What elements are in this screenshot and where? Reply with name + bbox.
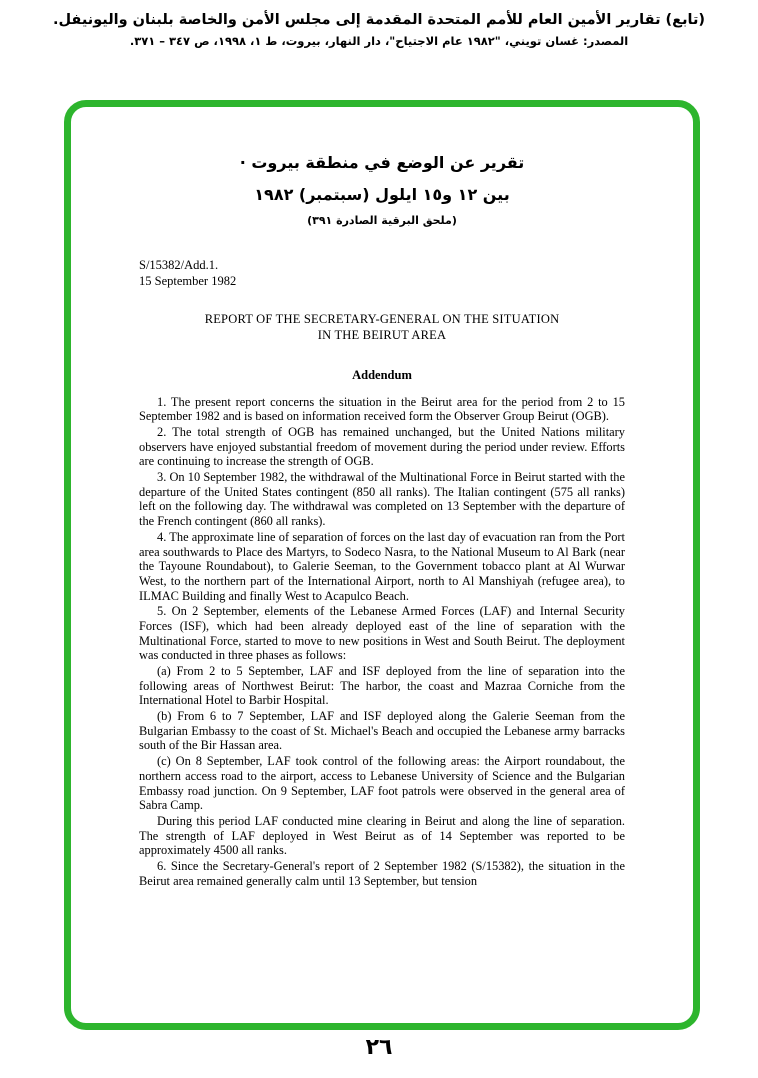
arabic-title-line3: (ملحق البرقية الصادرة ٣٩١) [307,214,457,227]
arabic-document-title [139,147,625,232]
document-reference-block [139,258,625,289]
paragraph: 5. On 2 September, elements of the Lebanese Armed Forces (LAF) and Internal Security Forces (ISF), which had been already deployed east of the line of separation with the Multinational Force, started to move to new positions in West and South Beirut. The deployment was conducted in three phases as follows: [139,604,625,663]
paragraph: During this period LAF conducted mine clearing in Beirut and along the line of separation. The strength of LAF deployed in West Beirut as of 14 September was reported to be approximately 4500 all ranks. [139,813,625,858]
paragraph: 3. On 10 September 1982, the withdrawal of the Multinational Force in Beirut started with the departure of the United States contingent (850 all ranks). The Italian contingent (575 all ranks) left on the following day. The withdrawal was completed on 13 September with the departure of the French contingent (860 all ranks). [139,470,625,529]
paragraph: 4. The approximate line of separation of forces on the last day of evacuation ran from the Port area southwards to Place des Martyrs, to Sodeco Nasra, to the National Museum to Al Bark (near the Tayoune Roundabout), to Galerie Seeman, to the Government tobacco plant at Al Wurwar West, to the northern part of the International Airport, north to Al Manshiyah (refugee area), to ILMAC Building and finally West to Acapulco Beach. [139,529,625,603]
arabic-title-line1: تقرير عن الوضع في منطقة بيروت · [239,153,525,172]
english-document-title [139,311,625,344]
header-arabic-caption: (تابع) تقارير الأمين العام للأمم المتحدة المقدمة إلى مجلس الأمن والخاصة بلبنان واليونيفل. [52,12,706,28]
document-symbol: S/15382/Add.1. [139,257,219,272]
arabic-title-line2: بين ١٢ و١٥ ايلول (سبتمبر) ١٩٨٢ [254,185,510,204]
english-title-line1: REPORT OF THE SECRETARY-GENERAL ON THE SITUATION [204,312,560,327]
document-date: 15 September 1982 [139,273,237,288]
paragraph: (b) From 6 to 7 September, LAF and ISF deployed along the Galerie Seeman from the Bulgarian Embassy to the coast of St. Michael's Beach and occupied the Lebanese army barracks south of the Bir Hassan area. [139,709,625,753]
document-paragraphs [139,395,625,889]
paragraph: 1. The present report concerns the situation in the Beirut area for the period from 2 to 15 September 1982 and is based on information received form the Observer Group Beirut (OGB). [139,394,625,424]
paragraph: (c) On 8 September, LAF took control of the following areas: the Airport roundabout, the northern access road to the airport, access to Lebanese University of Science and the Bulgarian Embassy road junction. On 9 September, LAF foot patrols were observed in the general area of Sabra Camp. [139,754,625,813]
paragraph: 6. Since the Secretary-General's report of 2 September 1982 (S/15382), the situation in the Beirut area remained generally calm until 13 September, but tension [139,858,625,888]
paragraph: 2. The total strength of OGB has remained unchanged, but the United Nations military observers have enjoyed substantial freedom of movement during the period under review. Efforts are continuing to increase the strength of OGB. [139,425,625,469]
page-number: ٢٦ [365,1035,393,1060]
english-title-line2: IN THE BEIRUT AREA [317,328,447,343]
green-document-frame [64,100,700,1030]
document-content [71,107,693,1023]
header-arabic-source: المصدر: غسان تويني، "١٩٨٢ عام الاجتياح"، دار النهار، بيروت، ط ١، ١٩٩٨، ص ٣٤٧ – ٣٧١. [129,33,629,48]
page-header [0,0,758,50]
paragraph: (a) From 2 to 5 September, LAF and ISF deployed from the line of separation into the following areas of Northwest Beirut: The harbor, the coast and Mazraa Corniche from the International Hotel to Barbir Hospital. [139,664,625,708]
section-heading-addendum: Addendum [352,367,412,382]
